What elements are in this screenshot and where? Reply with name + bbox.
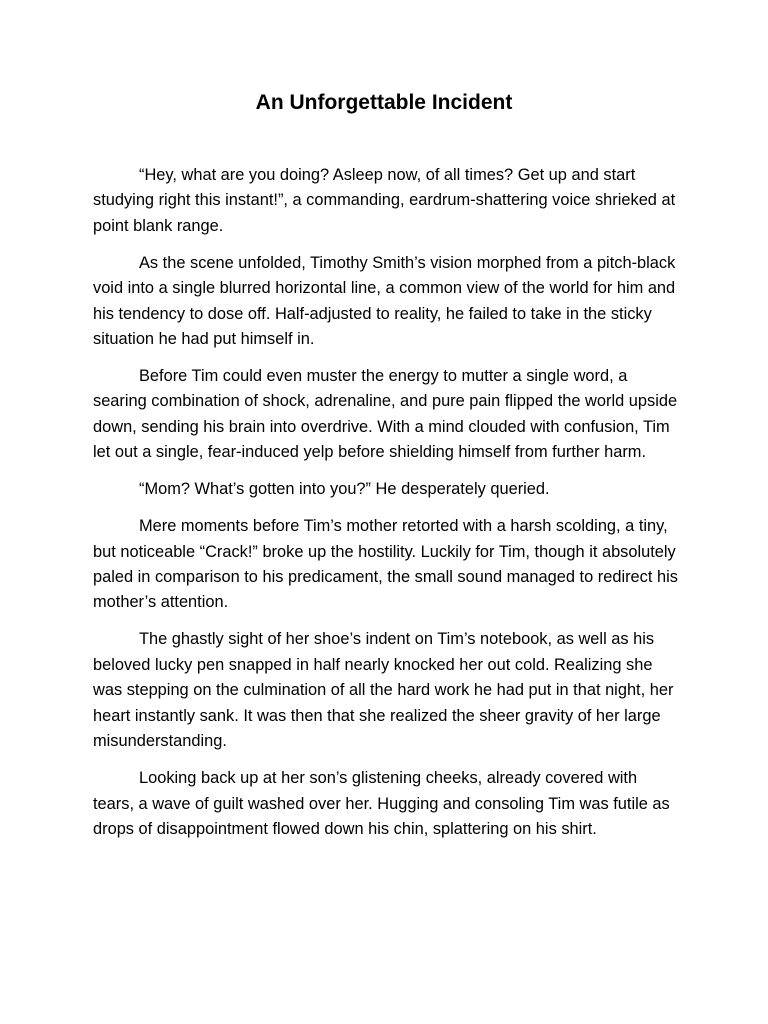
paragraph: Mere moments before Tim’s mother retorted with a harsh scolding, a tiny, but noticeable “Crack!” broke up the hostility. Luckily for Tim, though it absolutely paled in comparison to his predicament, the small sound managed to redirect his mother’s attention. [93, 517, 678, 612]
document-title: An Unforgettable Incident [255, 91, 513, 114]
paragraph: “Mom? What’s gotten into you?” He desperately queried. [139, 480, 550, 499]
paragraph: The ghastly sight of her shoe’s indent on Tim’s notebook, as well as his beloved lucky pen snapped in half nearly knocked her out cold. Realizing she was stepping on the culmination of all the hard work he had put in that night, her heart instantly sank. It was then that she realized the sheer gravity of her large misunderstanding. [93, 630, 674, 751]
paragraph: Looking back up at her son’s glistening cheeks, already covered with tears, a wave of guilt washed over her. Hugging and consoling Tim was futile as drops of disappointment flowed down his chin, splattering on his shirt. [93, 769, 670, 838]
paragraph: “Hey, what are you doing? Asleep now, of all times? Get up and start studying right this instant!”, a commanding, eardrum-shattering voice shrieked at point blank range. [93, 166, 676, 235]
paragraph: As the scene unfolded, Timothy Smith’s vision morphed from a pitch-black void into a single blurred horizontal line, a common view of the world for him and his tendency to dose off. Half-adjusted to reality, he failed to take in the sticky situation he had put himself in. [93, 253, 676, 349]
document-body [93, 163, 681, 854]
paragraph: Before Tim could even muster the energy to mutter a single word, a searing combination of shock, adrenaline, and pure pain flipped the world upside down, sending his brain into overdrive. With a mind clouded with confusion, Tim let out a single, fear-induced yelp before shielding himself from further harm. [93, 367, 678, 462]
